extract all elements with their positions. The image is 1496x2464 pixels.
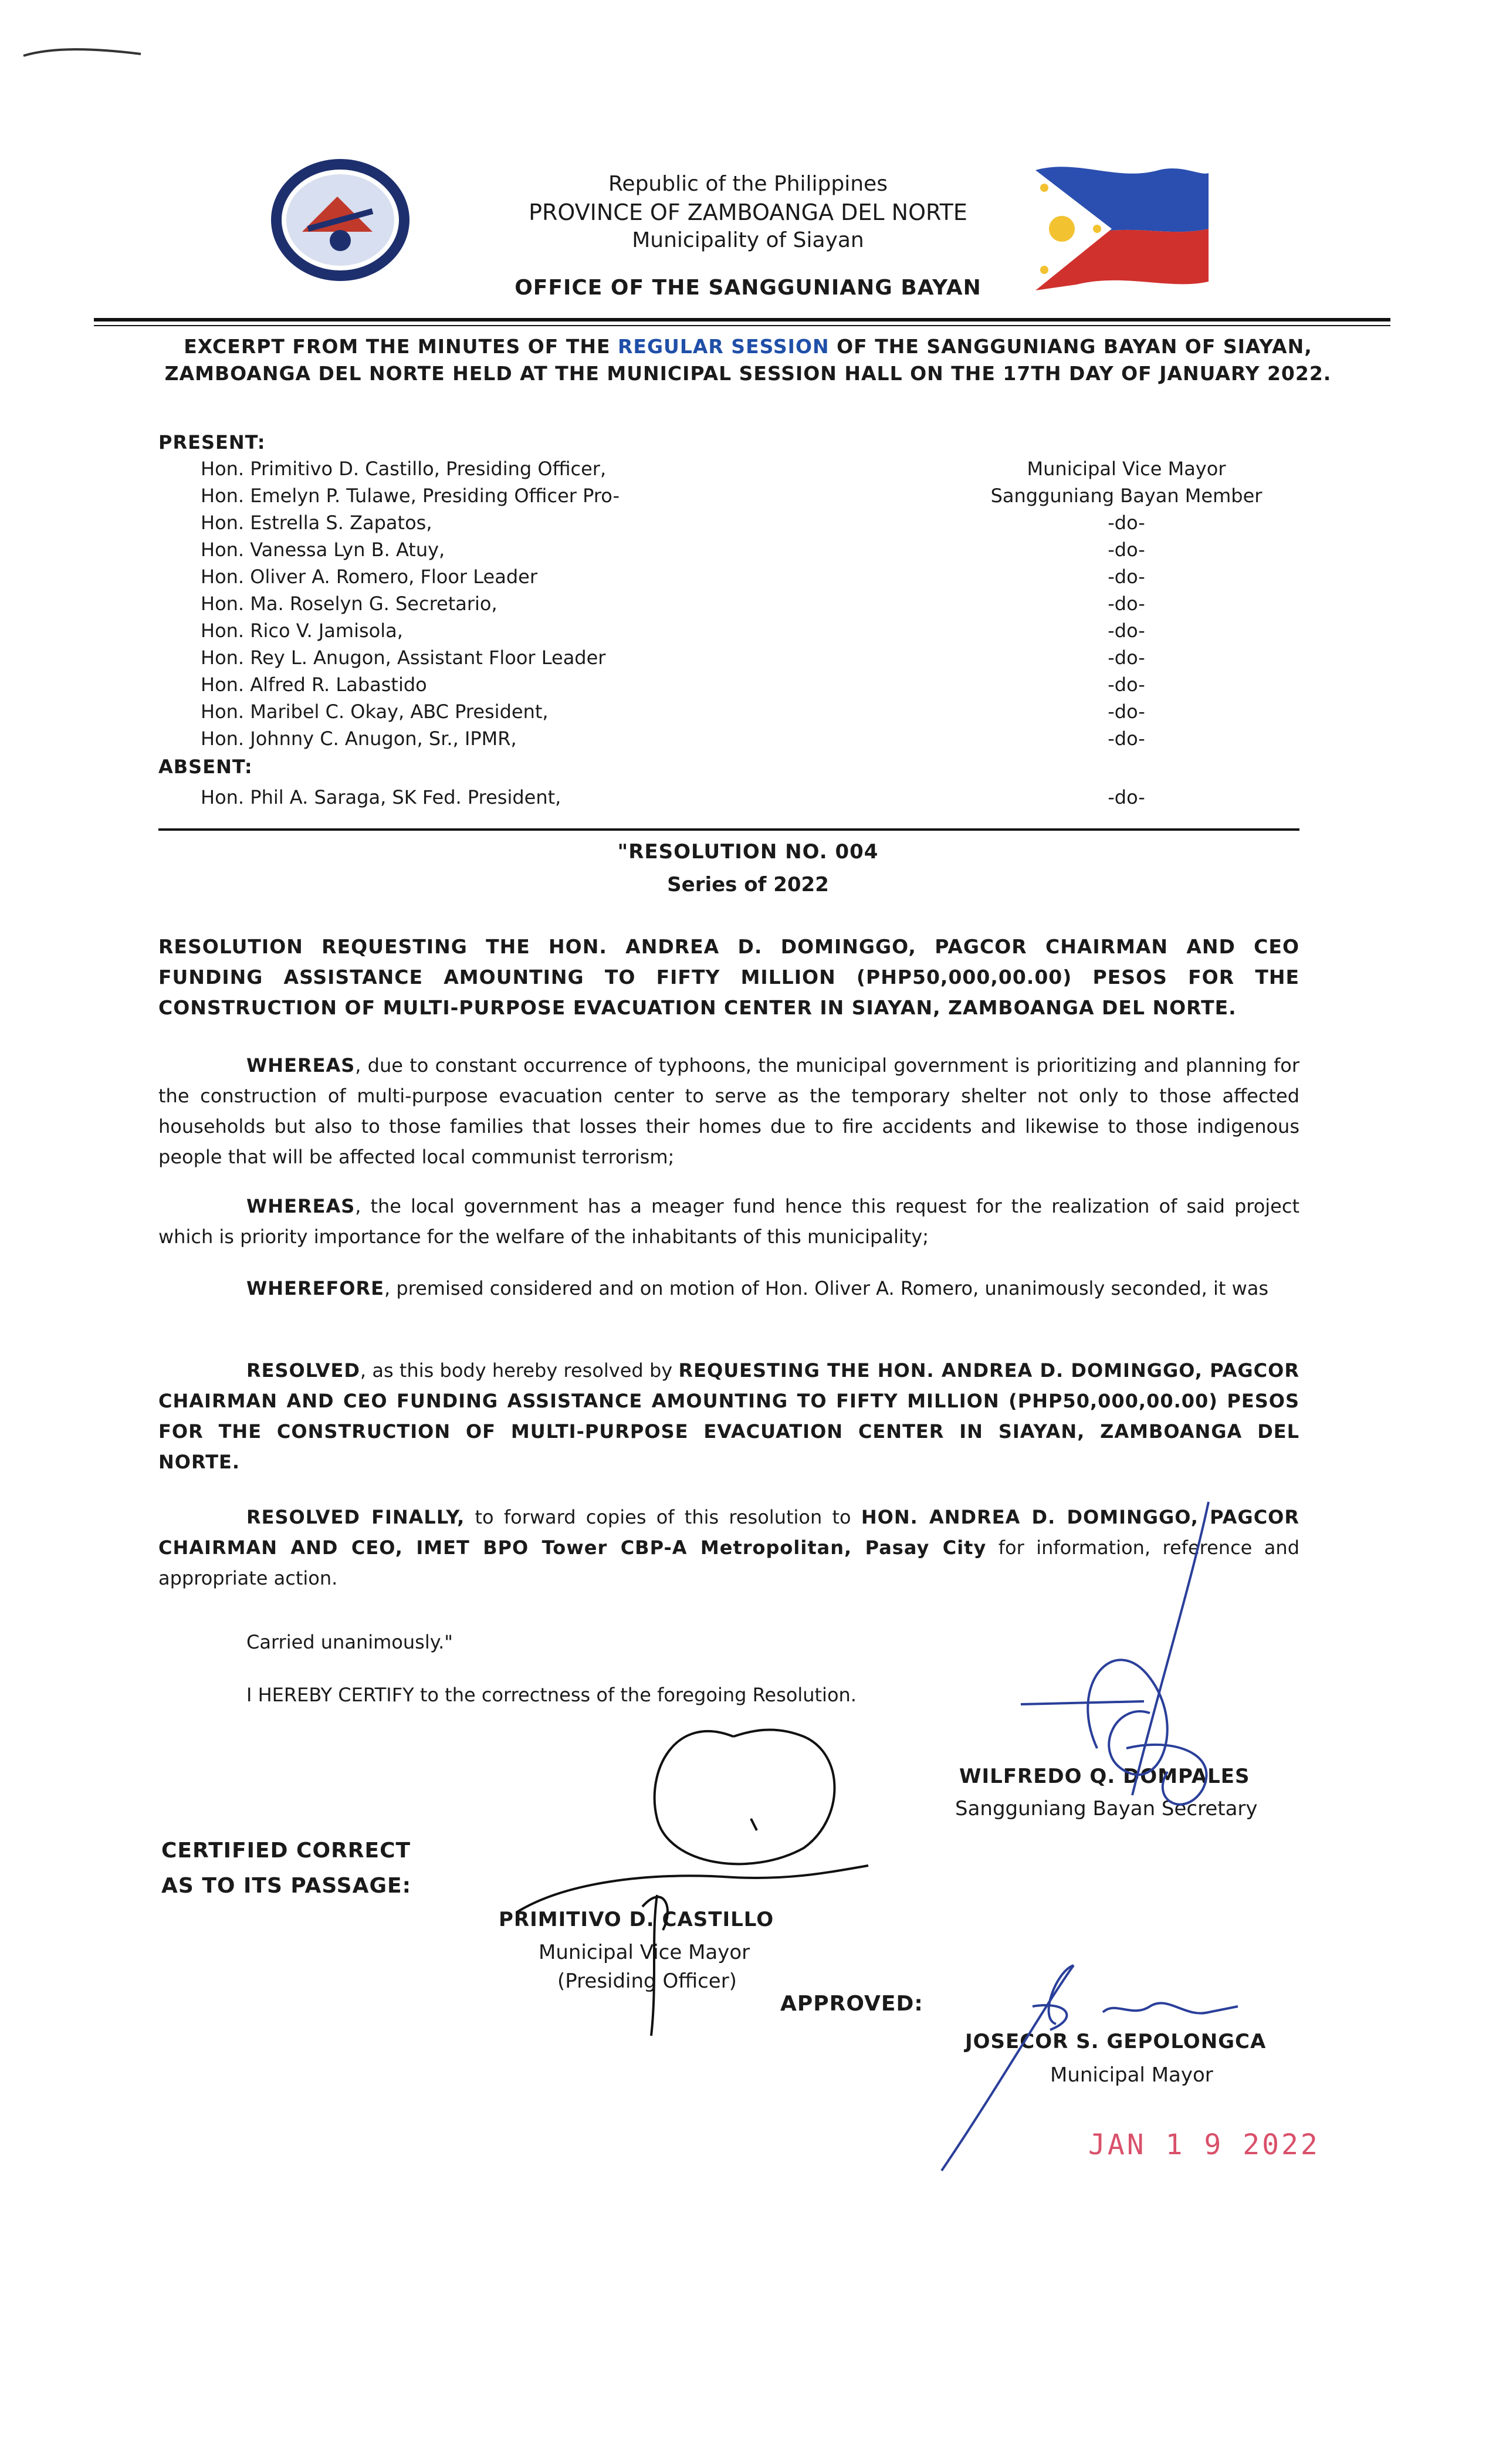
secretary-title: Sangguniang Bayan Secretary <box>955 1797 1258 1820</box>
excerpt-part1: EXCERPT FROM THE MINUTES OF THE <box>184 335 618 358</box>
excerpt-session-type: REGULAR SESSION <box>618 335 830 358</box>
member-position: -do- <box>1108 593 1145 615</box>
carried-note: Carried unanimously." <box>246 1631 453 1653</box>
resolved-text: , as this body hereby resolved by <box>360 1359 679 1382</box>
certified-line-2: AS TO ITS PASSAGE: <box>161 1874 412 1898</box>
vice-mayor-title: Municipal Vice Mayor <box>539 1941 750 1964</box>
resolved-finally-end: for information, reference and appropriate action. <box>158 1536 1300 1589</box>
resolved-finally-keyword: RESOLVED FINALLY, <box>246 1506 465 1528</box>
present-label: PRESENT: <box>158 431 266 453</box>
whereas-text: , the local government has a meager fund hence this request for the realization of said project which is priority importance for the welfare of the inhabitants of this municipality; <box>158 1195 1299 1248</box>
resolved-keyword: RESOLVED <box>246 1359 360 1382</box>
member-name: Hon. Oliver A. Romero, Floor Leader <box>201 566 537 588</box>
resolved-request: REQUESTING THE HON. ANDREA D. DOMINGGO, PAGCOR CHAIRMAN AND CEO FUNDING ASSISTANCE AMOUNTING TO FIFTY MILLION (PHP50,000,00.00) PESOS FOR THE CONSTRUCTION OF MULTI-PURPOSE EVACUATION CENTER IN SIAYAN, ZAMBOANGA DEL NORTE. <box>158 1359 1300 1473</box>
header-republic: Republic of the Philippines <box>608 172 888 196</box>
header-municipality: Municipality of Siayan <box>632 228 864 252</box>
approved-label: APPROVED: <box>780 1992 923 2016</box>
vice-mayor-name: PRIMITIVO D. CASTILLO <box>499 1908 774 1931</box>
certified-line-1: CERTIFIED CORRECT <box>161 1839 411 1863</box>
section-rule <box>158 828 1299 831</box>
received-date-stamp: JAN 1 9 2022 <box>1088 2128 1320 2161</box>
member-name: Hon. Maribel C. Okay, ABC President, <box>201 700 549 723</box>
header-province: PROVINCE OF ZAMBOANGA DEL NORTE <box>529 199 967 225</box>
member-position: -do- <box>1108 512 1145 534</box>
resolved-finally-text: to forward copies of this resolution to <box>465 1506 861 1528</box>
whereas-paragraph-1 <box>158 1050 1299 1172</box>
whereas-keyword: WHEREAS <box>246 1195 356 1217</box>
excerpt-heading <box>153 333 1343 387</box>
vice-mayor-role: (Presiding Officer) <box>557 1969 737 1993</box>
absent-label: ABSENT: <box>158 756 253 778</box>
member-name: Hon. Vanessa Lyn B. Atuy, <box>201 539 445 561</box>
wherefore-text: , premised considered and on motion of Hon. Oliver A. Romero, unanimously seconded, it was <box>384 1277 1269 1299</box>
member-name: Hon. Primitivo D. Castillo, Presiding Officer, <box>201 458 607 480</box>
resolution-number: "RESOLUTION NO. 004 <box>617 840 879 864</box>
whereas-paragraph-2 <box>158 1191 1299 1252</box>
member-name: Hon. Rico V. Jamisola, <box>201 620 403 642</box>
resolution-title: RESOLUTION REQUESTING THE HON. ANDREA D. DOMINGGO, PAGCOR CHAIRMAN AND CEO FUNDING ASSISTANCE AMOUNTING TO FIFTY MILLION (PHP50,000,00.00) PESOS FOR THE CONSTRUCTION OF MULTI-PURPOSE EVACUATION CENTER IN SIAYAN, ZAMBOANGA DEL NORTE. <box>158 935 1299 1019</box>
member-position: -do- <box>1108 727 1145 750</box>
member-position: -do- <box>1108 647 1145 669</box>
member-name: Hon. Rey L. Anugon, Assistant Floor Leader <box>201 647 606 669</box>
mayor-title: Municipal Mayor <box>1050 2063 1213 2087</box>
whereas-keyword: WHEREAS <box>246 1054 356 1077</box>
member-position: -do- <box>1108 566 1145 588</box>
absent-member-name: Hon. Phil A. Saraga, SK Fed. President, <box>201 786 561 808</box>
mayor-name: JOSECOR S. GEPOLONGCA <box>965 2030 1267 2053</box>
resolved-finally-paragraph <box>158 1502 1299 1593</box>
secretary-name: WILFREDO Q. DOMPALES <box>959 1765 1250 1788</box>
member-position: -do- <box>1108 539 1145 561</box>
member-name: Hon. Alfred R. Labastido <box>201 673 427 696</box>
member-name: Hon. Estrella S. Zapatos, <box>201 512 432 534</box>
resolved-paragraph <box>158 1355 1299 1477</box>
header-rule <box>94 318 1390 321</box>
resolution-series: Series of 2022 <box>667 873 829 896</box>
absent-member-position: -do- <box>1108 786 1145 808</box>
header-rule-thin <box>94 325 1390 326</box>
certified-correct-label <box>161 1833 411 1904</box>
member-name: Hon. Emelyn P. Tulawe, Presiding Officer Pro- <box>201 485 620 507</box>
excerpt-part2: OF THE SANGGUNIANG BAYAN OF SIAYAN, ZAMBOANGA DEL NORTE HELD AT THE MUNICIPAL SESSION HALL ON THE 17TH DAY OF JANUARY 2022. <box>164 335 1332 385</box>
member-name: Hon. Johnny C. Anugon, Sr., IPMR, <box>201 727 517 750</box>
member-position: -do- <box>1108 700 1145 723</box>
header-office: OFFICE OF THE SANGGUNIANG BAYAN <box>515 276 981 300</box>
member-position: Municipal Vice Mayor <box>1027 458 1226 480</box>
member-position: Sangguniang Bayan Member <box>990 485 1263 507</box>
resolved-finally-recipient: HON. ANDREA D. DOMINGGO, PAGCOR CHAIRMAN AND CEO, IMET BPO Tower CBP-A Metropolitan, Pasay City <box>158 1506 1300 1559</box>
wherefore-paragraph <box>158 1273 1299 1304</box>
member-position: -do- <box>1108 620 1145 642</box>
member-name: Hon. Ma. Roselyn G. Secretario, <box>201 593 497 615</box>
certify-statement: I HEREBY CERTIFY to the correctness of the foregoing Resolution. <box>246 1684 857 1706</box>
wherefore-keyword: WHEREFORE <box>246 1277 384 1299</box>
whereas-text: , due to constant occurrence of typhoons, the municipal government is prioritizing and planning for the construction of multi-purpose evacuation center to serve as the temporary shelter not only to those affected households but also to those families that losses their homes due to fire accidents and likewise to those indigenous people that will be affected local communist terrorism; <box>158 1054 1299 1168</box>
member-position: -do- <box>1108 673 1145 696</box>
